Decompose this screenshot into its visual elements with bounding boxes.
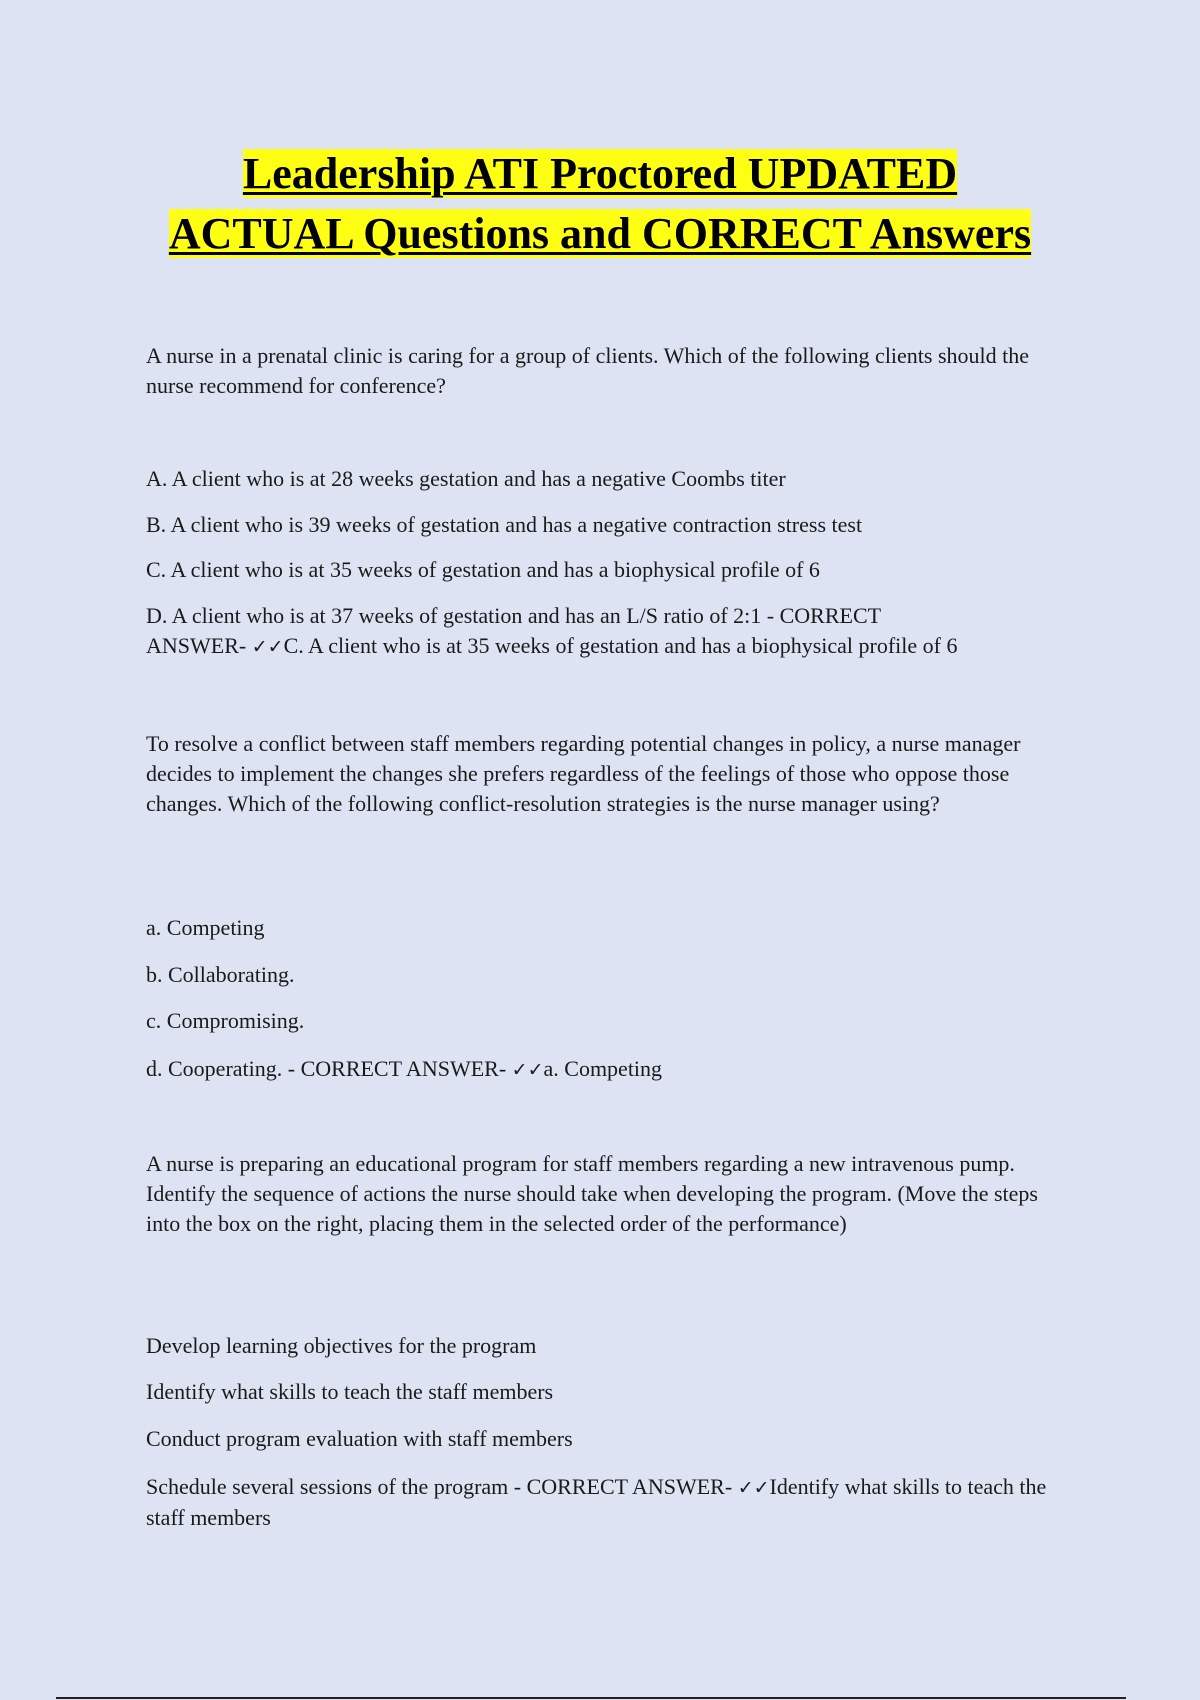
question-3-answer xyxy=(146,1472,1066,1533)
check-mark-icon: ✓✓ xyxy=(251,636,284,658)
question-1-option-c: C. A client who is at 35 weeks of gestation and has a biophysical profile of 6 xyxy=(146,557,820,582)
question-1-stem: A nurse in a prenatal clinic is caring for a group of clients. Which of the following clients should the nurse recommend for conference? xyxy=(146,343,1030,398)
question-3-step-1: Develop learning objectives for the program xyxy=(146,1333,537,1358)
question-1-answer-line-1: D. A client who is at 37 weeks of gestation and has an L/S ratio of 2:1 - CORRECT xyxy=(146,603,882,628)
check-mark-icon: ✓✓ xyxy=(737,1477,770,1499)
question-1-answer xyxy=(146,601,1066,662)
question-1-answer-text: C. A client who is at 35 weeks of gestation and has a biophysical profile of 6 xyxy=(283,633,958,658)
question-3-answer-prefix: Schedule several sessions of the program - CORRECT ANSWER- xyxy=(146,1474,738,1499)
question-1-answer-prefix: ANSWER- xyxy=(146,633,252,658)
bottom-divider xyxy=(56,1697,1126,1699)
question-2-stem: To resolve a conflict between staff members regarding potential changes in policy, a nurse manager decides to implement the changes she prefers regardless of the feelings of those who oppose those changes. Which of the following conflict-resolution strategies is the nurse manager using? xyxy=(146,731,1021,816)
question-2-option-b: b. Collaborating. xyxy=(146,962,295,987)
question-1-answer-line-2 xyxy=(146,631,1066,662)
question-3-stem: A nurse is preparing an educational program for staff members regarding a new intravenous pump. Identify the sequence of actions the nurse should take when developing the program. (Move the steps into the box on the right, placing them in the selected order of the performance) xyxy=(146,1151,1038,1236)
question-3-step-3: Conduct program evaluation with staff members xyxy=(146,1426,573,1451)
document-title-text: Leadership ATI Proctored UPDATED ACTUAL Questions and CORRECT Answers xyxy=(168,149,1032,258)
question-2-answer-text: a. Competing xyxy=(543,1056,663,1081)
question-3-answer-text: Identify what skills to teach the staff members xyxy=(146,1474,1047,1530)
question-2-option-c: c. Compromising. xyxy=(146,1008,305,1033)
question-3-step-2: Identify what skills to teach the staff members xyxy=(146,1379,554,1404)
question-2-option-a: a. Competing xyxy=(146,915,265,940)
check-mark-icon: ✓✓ xyxy=(511,1059,544,1081)
question-1-option-b: B. A client who is 39 weeks of gestation and has a negative contraction stress test xyxy=(146,512,863,537)
question-2-answer xyxy=(146,1054,1066,1085)
question-1-option-a: A. A client who is at 28 weeks gestation and has a negative Coombs titer xyxy=(146,466,786,491)
question-2-answer-prefix: d. Cooperating. - CORRECT ANSWER- xyxy=(146,1056,512,1081)
document-title xyxy=(146,144,1054,264)
